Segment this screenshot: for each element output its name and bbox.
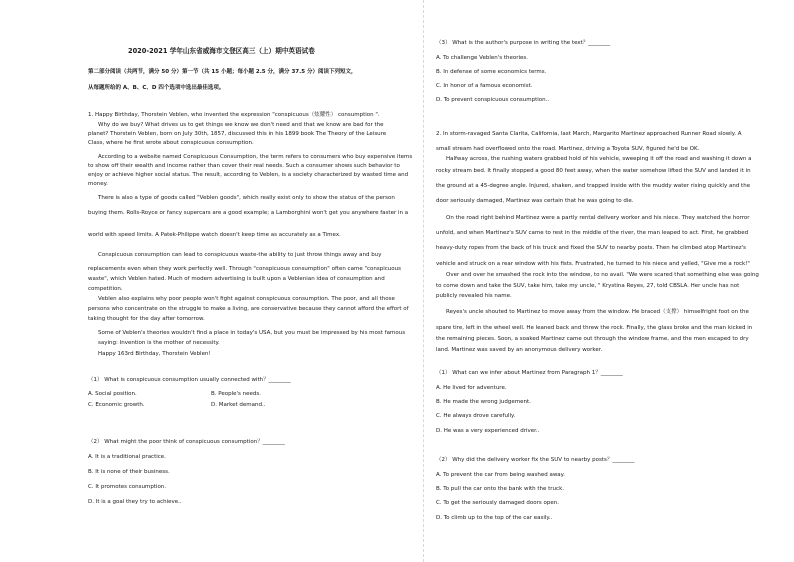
- passage-line: Conspicuous consumption can lead to conspicuous waste-the ability to just throw things away and buy: [98, 252, 382, 258]
- passage-line: On the road right behind Martinez were a partly rental delivery worker and his niece. They watched the horror: [446, 215, 750, 221]
- option-d[interactable]: D. Market demand.．: [211, 402, 270, 408]
- section-instruction: 从每题所给的 A、B、C、D 四个选项中选出最佳选项。: [88, 85, 225, 91]
- option-d[interactable]: D. It is a goal they try to achieve.．: [88, 499, 186, 505]
- question-text: （2） Why did the delivery worker fix the SUV to nearby posts？________: [436, 457, 635, 463]
- option-c[interactable]: C. Economic growth.: [88, 402, 145, 408]
- page-title: 2020-2021 学年山东省威海市文登区高三（上）期中英语试卷: [128, 47, 315, 55]
- passage-line: heavy-duty ropes from the back of his truck and fixed the SUV to nearby posts. Then he climbed atop Martinez's: [436, 245, 746, 251]
- passage-line: small stream had overflowed onto the road. Martinez, driving a Toyota SUV, figured he'd be OK.: [436, 146, 700, 152]
- option-c[interactable]: C. In honor of a famous economist.: [436, 83, 533, 89]
- left-column: [88, 0, 416, 562]
- question-text: （2） What might the poor think of conspicuous consumption？________: [88, 439, 285, 445]
- option-b[interactable]: B. It is none of their business.: [88, 469, 170, 475]
- passage-line: door seriously damaged, Martinez was certain that he was going to die.: [436, 198, 634, 204]
- section-heading: 第二部分阅读（共两节，满分 50 分）第一节（共 15 小题；每小题 2.5 分，满分 37.5 分）阅读下列短文，: [88, 69, 357, 75]
- option-c[interactable]: C. It promotes consumption.: [88, 484, 167, 490]
- passage-line: buying them. Rolls-Royce or fancy supercars are a good example; a Lamborghini won't get you anywhere faster in a: [88, 210, 409, 216]
- option-a[interactable]: A. To challenge Veblen's theories.: [436, 55, 529, 61]
- option-b[interactable]: B. In defense of some economics terms.: [436, 69, 547, 75]
- column-divider: [423, 0, 424, 562]
- passage-line: to show off their wealth and income rather than cover their real needs. Such a consumer shows such behavior to: [88, 163, 400, 169]
- passage-line: taking thought for the day after tomorrow.: [88, 316, 205, 322]
- passage-line: unfold, and when Martinez's SUV came to rest in the middle of the river, the man leaped to act. First, he grabbed: [436, 230, 749, 236]
- passage-line: Over and over he smashed the rock into the window, to no avail. "We were scared that something else was going: [446, 272, 759, 278]
- passage-line: According to a website named Conspicuous Consumption, the term refers to consumers who buy expensive items: [98, 154, 413, 160]
- option-c[interactable]: C. To get the seriously damaged doors open.: [436, 500, 559, 506]
- option-b[interactable]: B. To pull the car onto the bank with the truck.: [436, 486, 564, 492]
- passage-line: There is also a type of goods called "Veblen goods", which really exist only to show the status of the person: [98, 195, 395, 201]
- option-a[interactable]: A. To prevent the car from being washed away.: [436, 472, 565, 478]
- passage-line: Happy 163rd Birthday, Thorstein Veblen!: [98, 351, 211, 357]
- passage-line: vehicle and struck on a rear window with his fists. Frustrated, he turned to his niece and yelled, "Give me a rock!": [436, 261, 750, 267]
- passage-line: saying: Invention is the mother of necessity.: [98, 340, 220, 346]
- passage-line: the remaining pieces. Soon, a soaked Martinez came out through the window frame, and the men escaped to dry: [436, 336, 749, 342]
- option-a[interactable]: A. He lived for adventure.: [436, 385, 507, 391]
- passage-line: Some of Veblen's theories wouldn't find a place in today's USA, but you must be impressed by his most famous: [98, 330, 406, 336]
- passage-line: Reyes's uncle shouted to Martinez to move away from the window. He braced（支撑） himselfright foot on the: [446, 309, 749, 315]
- passage-line: world with speed limits. A Patek-Philippe watch doesn't keep time as accurately as a Timex.: [88, 232, 341, 238]
- option-d[interactable]: D. He was a very experienced driver.．: [436, 428, 544, 434]
- question-text: （1） What can we infer about Martinez from Paragraph 1？________: [436, 370, 623, 376]
- passage-line: competition.: [88, 286, 123, 292]
- option-d[interactable]: D. To climb up to the top of the car easily.．: [436, 515, 557, 521]
- passage-line: spare tire, left in the wheel well. He leaned back and threw the rock. Finally, the glass broke and the man kicked in: [436, 325, 753, 331]
- option-b[interactable]: B. People's needs.: [211, 391, 262, 397]
- passage-line: to come down and take the SUV, take him, take my uncle, " Krystina Reyes, 27, told CBSLA. Her uncle has not: [436, 283, 740, 289]
- passage-line: publicly revealed his name.: [436, 293, 512, 299]
- question-text: （3） What is the author's purpose in writing the text？________: [436, 40, 611, 46]
- passage-line: waste", which Veblen hated. Much of modern advertising is built upon a Veblenian idea of consumption and: [88, 276, 385, 282]
- option-d[interactable]: D. To prevent conspicuous consumption.．: [436, 97, 553, 103]
- passage-line: Why do we buy? What drives us to get things we know we don't need and that we know are bad for the: [98, 122, 384, 128]
- passage-line: enjoy or achieve higher social status. The result, according to Veblen, is a society characterized by wasted time and: [88, 172, 409, 178]
- passage-line: planet? Thorstein Veblen, born on July 30th, 1857, discussed this in his 1899 book The Theory of the Leisure: [88, 131, 387, 137]
- passage-line: money.: [88, 181, 108, 187]
- passage-line: land. Martinez was saved by an anonymous delivery worker.: [436, 347, 603, 353]
- passage-line: 1. Happy Birthday, Thorstein Veblen, who invented the expression "conspicuous（炫耀性） consumption ".: [88, 112, 380, 118]
- option-a[interactable]: A. Social position.: [88, 391, 137, 397]
- passage-line: replacements even when they work perfectly well. Through "conspicuous consumption" often came "conspicuous: [88, 266, 401, 272]
- passage-line: rocky stream bed. It finally stopped a good 80 feet away, when the water somehow lifted the SUV and landed it in: [436, 168, 751, 174]
- option-b[interactable]: B. He made the wrong judgement.: [436, 399, 531, 405]
- passage-line: persons who concentrate on the struggle to make a living, are conservative because they cannot afford the effort of: [88, 306, 409, 312]
- option-c[interactable]: C. He always drove carefully.: [436, 413, 516, 419]
- passage-line: Veblen also explains why poor people won't fight against conspicuous consumption. The poor, and all those: [98, 296, 395, 302]
- passage-line: 2. In storm-ravaged Santa Clarita, California, last March, Margarito Martinez approached Runner Road slowly. A: [436, 131, 742, 137]
- option-a[interactable]: A. It is a traditional practice.: [88, 454, 166, 460]
- question-text: （1） What is conspicuous consumption usually connected with？________: [88, 377, 291, 383]
- passage-line: the ground at a 45-degree angle. Injured, shaken, and trapped inside with the muddy water rising quickly and the: [436, 183, 751, 189]
- passage-line: Class, where he first wrote about conspicuous consumption.: [88, 140, 254, 146]
- passage-line: Halfway across, the rushing waters grabbed hold of his vehicle, sweeping it off the road and washing it down a: [446, 156, 752, 162]
- right-column: [436, 0, 768, 562]
